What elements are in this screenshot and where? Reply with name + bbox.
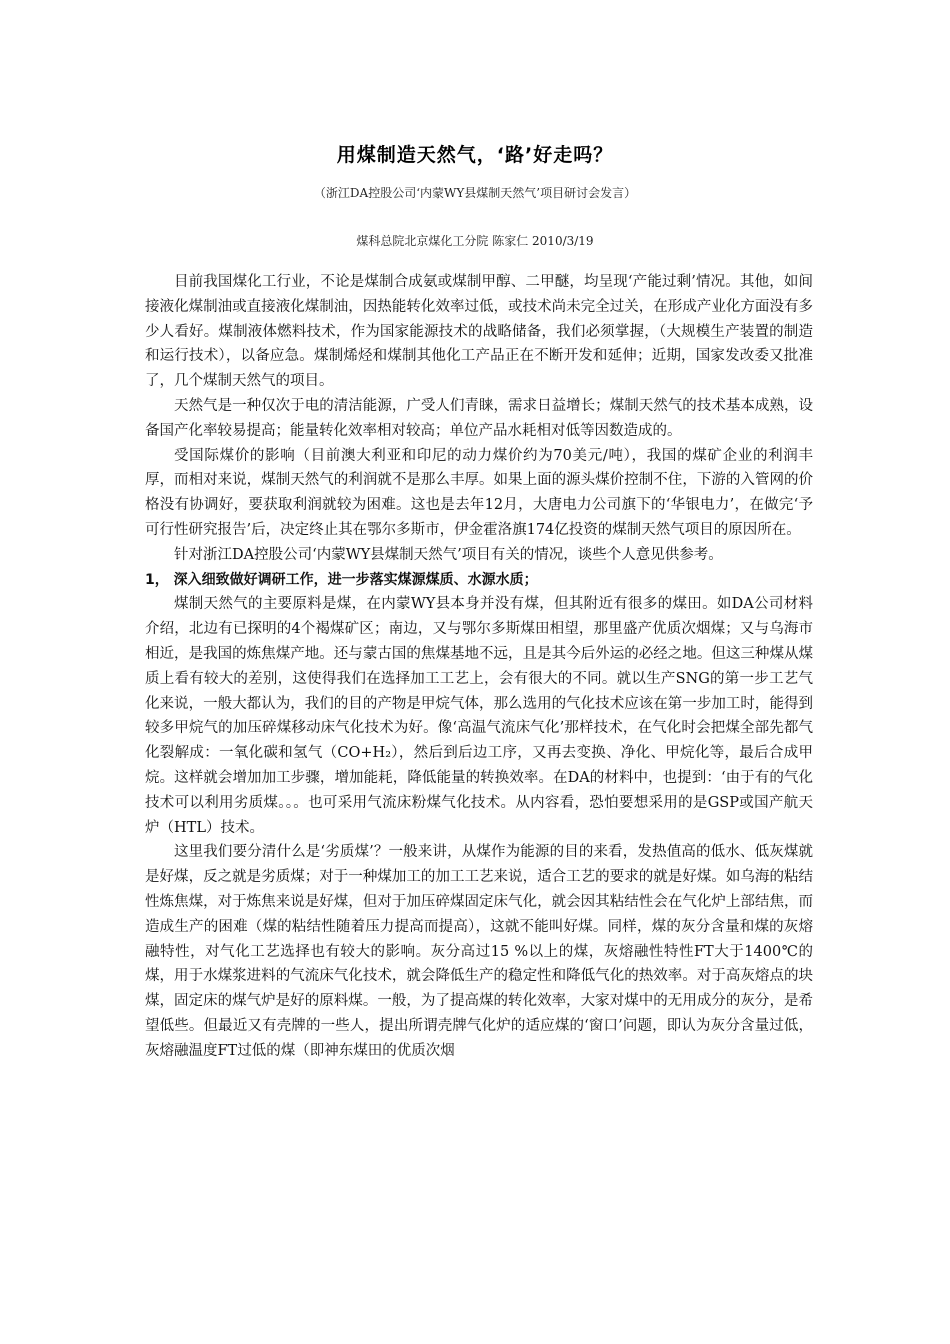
document-subtitle: （浙江DA控股公司‘内蒙WY县煤制天然气’项目研讨会发言） — [313, 186, 637, 200]
paragraph-intro: 目前我国煤化工行业，不论是煤制合成氨或煤制甲醇、二甲醚，均呈现‘产能过剩’情况。其他，如间接液化煤制油或直接液化煤制油，因热能转化效率过低，或技术尚未完全过关，在形成产业化方面没有多少人看好。煤制液体燃料技术，作为国家能源技术的战略储备，我们必须掌握，（大规模生产装置的制造和运行技术），以备应急。煤制烯烃和煤制其他化工产品正在不断开发和延伸；近期，国家发改委又批准了，几个煤制天然气的项目。 — [145, 274, 813, 390]
paragraph-opinion: 针对浙江DA控股公司‘内蒙WY县煤制天然气’项目有关的情况，谈些个人意见供参考。 — [174, 546, 723, 563]
paragraph-poor-coal: 这里我们要分清什么是‘劣质煤’？一般来讲，从煤作为能源的目的来看，发热值高的低水、低灰煤就是好煤，反之就是劣质煤；对于一种煤加工的加工工艺来说，适合工艺的要求的就是好煤。如乌海的粘结性炼焦煤，对于炼焦来说是好煤，但对于加压碎煤固定床气化，就会因其粘结性会在气化炉上部结焦，而造成生产的困难（煤的粘结性随着压力提高而提高），这就不能叫好煤。同样，煤的灰分含量和煤的灰熔融特性，对气化工艺选择也有较大的影响。灰分高过15 %以上的煤，灰熔融性特性FT大于1400℃的煤，用于水煤浆进料的气流床气化技术，就会降低生产的稳定性和降低气化的热效率。对于高灰熔点的块煤，固定床的煤气炉是好的原料煤。一般，为了提高煤的转化效率，大家对煤中的无用成分的灰分，是希望低些。但最近又有壳牌的一些人，提出所谓壳牌气化炉的适应煤的‘窗口’问题，即认为灰分含量过低，灰熔融温度FT过低的煤（即神东煤田的优质次烟 — [145, 844, 813, 1059]
paragraph-natural-gas: 天然气是一种仅次于电的清洁能源，广受人们青睐，需求日益增长；煤制天然气的技术基本成熟，设备国产化率较易提高；能量转化效率相对较高；单位产品水耗相对低等因数造成的。 — [145, 397, 813, 439]
section-heading-1: 1， 深入细致做好调研工作，进一步落实煤源煤质、水源水质； — [145, 571, 538, 588]
paragraph-coal-source: 煤制天然气的主要原料是煤，在内蒙WY县本身并没有煤，但其附近有很多的煤田。如DA公司材料介绍，北边有已探明的4个褐煤矿区；南边，又与鄂尔多斯煤田相望，那里盛产优质次烟煤；又与乌海市相近，是我国的炼焦煤产地。还与蒙古国的焦煤基地不远，且是其今后外运的必经之地。但这三种煤从煤质上看有较大的差别，这使得我们在选择加工工艺上，会有很大的不同。就以生产SNG的第一步工艺气化来说，一般大都认为，我们的目的产物是甲烷气体，那么选用的气化技术应该在第一步加工时，能得到较多甲烷气的加压碎煤移动床气化技术为好。像‘高温气流床气化’那样技术，在气化时会把煤全部先都气化裂解成：一氧化碳和氢气（CO+H₂），然后到后边工序，又再去变换、净化、甲烷化等，最后合成甲烷。这样就会增加加工步骤，增加能耗，降低能量的转换效率。在DA的材料中，也提到：‘由于有的气化技术可以利用劣质煤。。。也可采用气流床粉煤气化技术。从内容看，恐怕要想采用的是GSP或国产航天炉（HTL）技术。 — [145, 596, 813, 836]
document-title: 用煤制造天然气，‘路’好走吗？ — [336, 144, 614, 166]
author-byline: 煤科总院北京煤化工分院 陈家仁 2010/3/19 — [356, 234, 594, 248]
paragraph-coal-price: 受国际煤价的影响（目前澳大利亚和印尼的动力煤价约为70美元/吨），我国的煤矿企业的利润丰厚，而相对来说，煤制天然气的利润就不是那么丰厚。如果上面的源头煤价控制不住，下游的入管网的价格没有协调好，要获取利润就较为困难。这也是去年12月，大唐电力公司旗下的‘华银电力’，在做完‘予可行性研究报告’后，决定终止其在鄂尔多斯市，伊金霍洛旗174亿投资的煤制天然气项目的原因所在。 — [145, 447, 813, 538]
document-body — [145, 270, 813, 1064]
